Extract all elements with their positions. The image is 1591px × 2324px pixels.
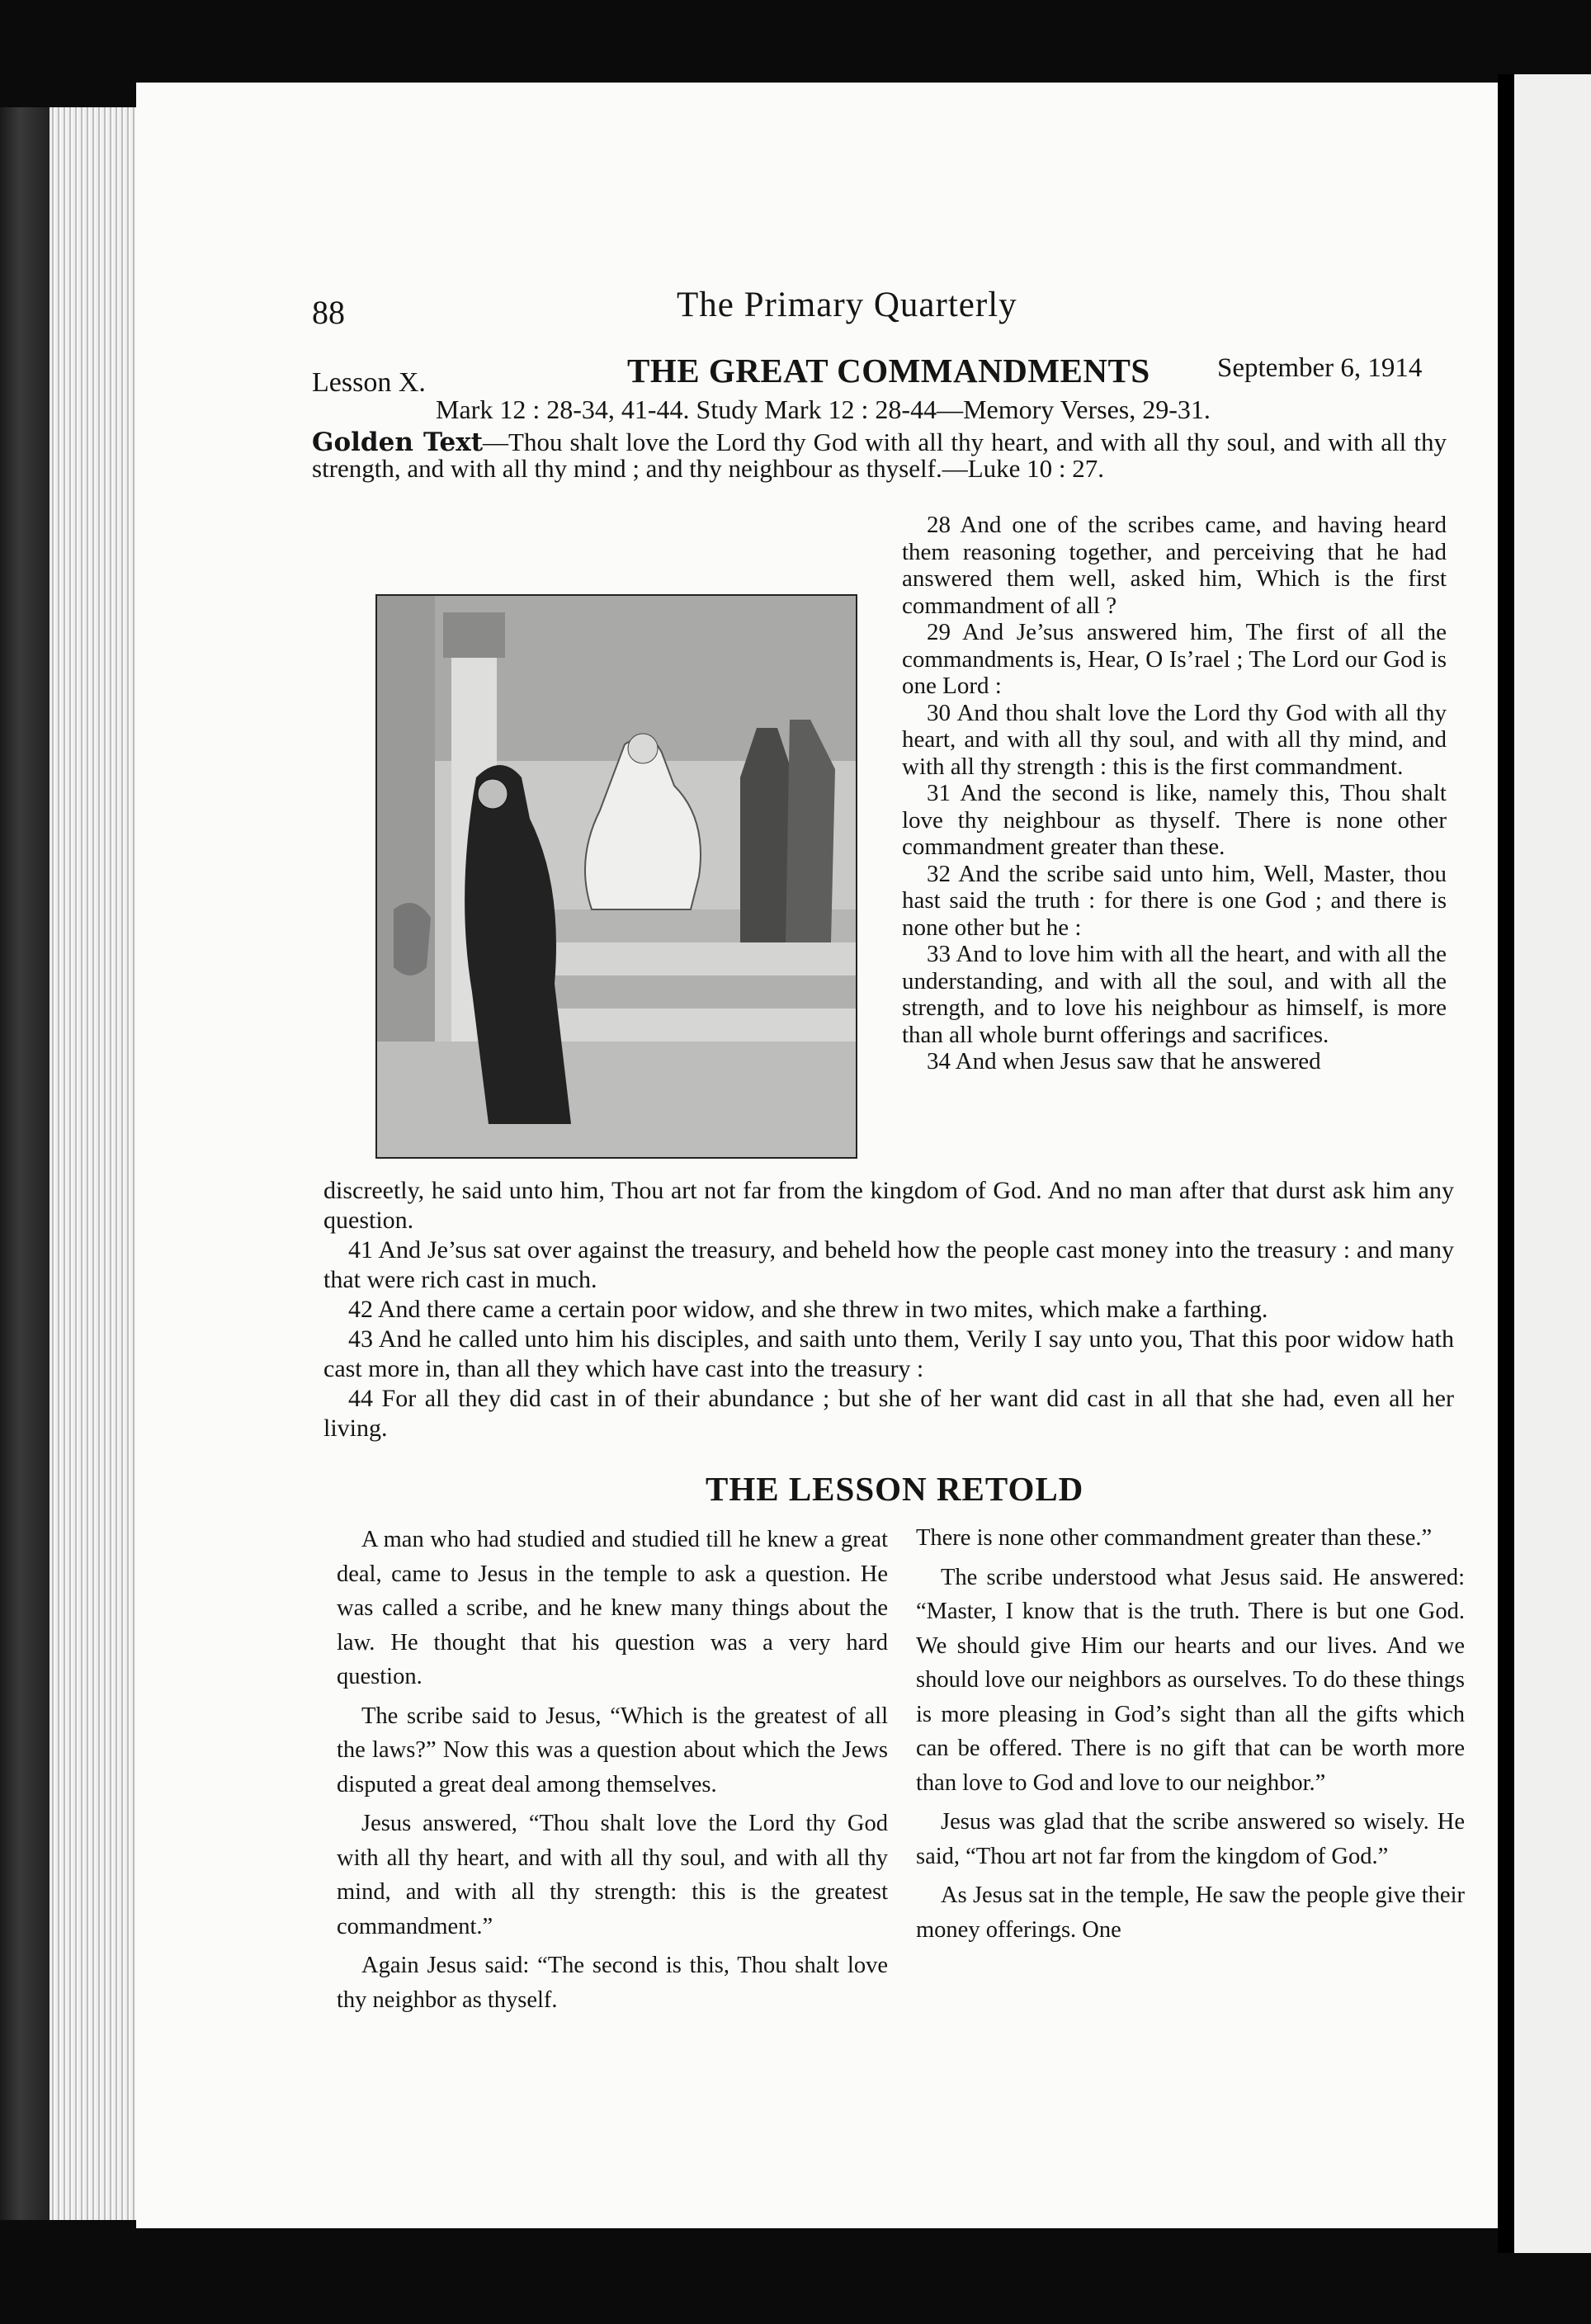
verse-44: 44 For all they did cast in of their abundance ; but she of her want did cast in all that she had, even all her living. [323, 1385, 1454, 1442]
retold-paragraph: Jesus was glad that the scribe answered so wisely. He said, “Thou art not far from the kingdom of God.” [916, 1809, 1465, 1869]
retold-left-column [337, 1523, 888, 2022]
retold-paragraph: There is none other commandment greater than these.” [916, 1525, 1433, 1551]
lesson-label: Lesson X. [312, 367, 426, 398]
verse-34: 34 And when Jesus saw that he answered [927, 1048, 1321, 1075]
retold-title: THE LESSON RETOLD [706, 1470, 1084, 1508]
facing-page-edge [1498, 74, 1591, 2253]
page-number: 88 [312, 294, 345, 331]
verse-31: 31 And the second is like, namely this, Thou shalt love thy neighbour as thyself. There is none other commandment greater than these. [902, 780, 1447, 860]
retold-paragraph: Jesus answered, “Thou shalt love the Lord thy God with all thy heart, and with all thy soul, and with all thy mind, and with all thy strength: this is the greatest commandment.” [337, 1811, 888, 1939]
scripture-reference: Mark 12 : 28-34, 41-44. Study Mark 12 : 28-44—Memory Verses, 29-31. [436, 394, 1211, 424]
page-edges [50, 107, 140, 2220]
verses-column [902, 512, 1447, 1075]
retold-paragraph: As Jesus sat in the temple, He saw the people give their money offerings. One [916, 1882, 1465, 1943]
retold-paragraph: A man who had studied and studied till he knew a great deal, came to Jesus in the temple to ask a question. He was called a scribe, and he knew many things about the law. He thought that his question was a very hard question. [337, 1527, 888, 1689]
verse-42: 42 And there came a certain poor widow, and she threw in two mites, which make a farthing. [348, 1296, 1268, 1323]
lesson-title: THE GREAT COMMANDMENTS [627, 352, 1150, 390]
verse-34-continued: discreetly, he said unto him, Thou art not far from the kingdom of God. And no man after that durst ask him any question. [323, 1177, 1454, 1234]
verse-28: 28 And one of the scribes came, and having heard them reasoning together, and perceiving that he had answered them well, asked him, Which is the first commandment of all ? [902, 512, 1447, 619]
verses-full-width [323, 1176, 1454, 1443]
lesson-illustration [375, 594, 857, 1159]
verse-33: 33 And to love him with all the heart, and with all the understanding, and with all the soul, and with all the strength, and to love his neighbour as himself, is more than all whole burnt offerings and sacrifices. [902, 941, 1447, 1048]
verse-32: 32 And the scribe said unto him, Well, Master, thou hast said the truth : for there is one God ; and there is none other but he : [902, 860, 1447, 941]
verse-43: 43 And he called unto him his disciples, and saith unto them, Verily I say unto you, That this poor widow hath cast more in, than all they which have cast into the treasury : [323, 1325, 1454, 1382]
verse-30: 30 And thou shalt love the Lord thy God with all thy heart, and with all thy soul, and with all thy mind, and with all thy strength : this is the first commandment. [902, 699, 1447, 780]
book-binding [0, 107, 50, 2220]
verse-41: 41 And Je’sus sat over against the treasury, and beheld how the people cast money into the treasury : and many that were rich cast in much. [323, 1236, 1454, 1293]
verse-29: 29 And Je’sus answered him, The first of all the commandments is, Hear, O Is’rael ; The Lord our God is one Lord : [902, 619, 1447, 699]
lesson-date: September 6, 1914 [1217, 353, 1423, 383]
retold-paragraph: The scribe said to Jesus, “Which is the greatest of all the laws?” Now this was a question about which the Jews disputed a great deal among themselves. [337, 1703, 888, 1797]
golden-text [312, 429, 1447, 481]
retold-right-column [916, 1521, 1465, 1952]
golden-text-label: Golden Text [312, 427, 484, 457]
retold-paragraph: The scribe understood what Jesus said. He answered: “Master, I know that is the truth. There is but one God. We should give Him our hearts and our lives. And we should love our neighbors as ourselves. To do these things is more pleasing in God’s sight than all the gifts which can be offered. There is no gift that can be worth more than love to God and love to our neighbor.” [916, 1564, 1465, 1796]
golden-text-body: —Thou shalt love the Lord thy God with all thy heart, and with all thy soul, and with all thy strength, and with all thy mind ; and thy neighbour as thyself.—Luke 10 : 27. [312, 427, 1447, 483]
running-title: The Primary Quarterly [677, 286, 1017, 324]
retold-paragraph: Again Jesus said: “The second is this, Thou shalt love thy neighbor as thyself. [337, 1953, 888, 2013]
